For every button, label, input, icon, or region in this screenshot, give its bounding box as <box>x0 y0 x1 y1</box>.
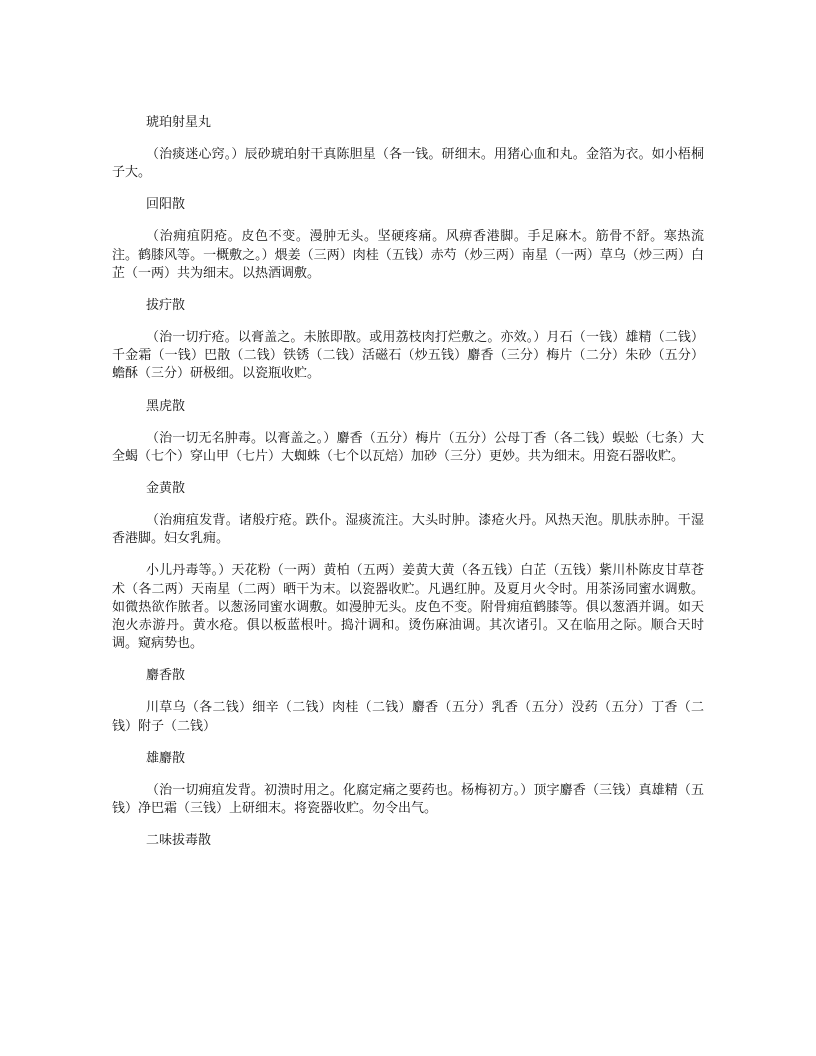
section-body-bading-san: （治一切疔疮。以膏盖之。未脓即散。或用荔枝肉打烂敷之。亦效。）月石（一钱）雄精（二钱）千金霜（一钱）巴散（二钱）铁锈（二钱）活磁石（炒五钱）麝香（三分）梅片（二分）朱砂（五分）蟾酥（三分）研极细。以瓷瓶收贮。 <box>112 330 704 382</box>
section-title-shexiang-san: 麝香散 <box>146 668 186 684</box>
section-body-huiyang-san: （治痈疽阴疮。皮色不变。漫肿无头。坚硬疼痛。风痹香港脚。手足麻木。筋骨不舒。寒热流注。鹤膝风等。一概敷之。）煨姜（三两）肉桂（五钱）赤芍（炒三两）南星（一两）草乌（炒三两）白芷（一两）共为细末。以热酒调敷。 <box>112 229 704 281</box>
section-body-jinhuang-san-part2: 小儿丹毒等。）天花粉（一两）黄柏（五两）姜黄大黄（各五钱）白芷（五钱）紫川朴陈皮甘草苍术（各二两）天南星（二两）晒干为末。以瓷器收贮。凡遇红肿。及夏月火令时。用茶汤同蜜水调敷。如微热欲作脓者。以葱汤同蜜水调敷。如漫肿无头。皮色不变。附骨痈疽鹤膝等。俱以葱酒并调。如天泡火赤游丹。黄水疮。俱以板蓝根叶。捣汁调和。烫伤麻油调。其次诸引。又在临用之际。顺合天时调。窥病势也。 <box>112 563 704 652</box>
section-body-shexiang-san: 川草乌（各二钱）细辛（二钱）肉桂（二钱）麝香（五分）乳香（五分）没药（五分）丁香（二钱）附子（二钱） <box>112 700 704 734</box>
section-body-jinhuang-san-part1: （治痈疽发背。诸般疔疮。跌仆。湿痰流注。大头时肿。漆疮火丹。风热天泡。肌肤赤肿。干湿香港脚。妇女乳痈。 <box>112 513 704 547</box>
section-title-erwei-badu-san: 二味拔毒散 <box>146 833 212 849</box>
section-title-hupo-shexing-wan: 琥珀射星丸 <box>146 115 212 130</box>
section-title-heihu-san: 黑虎散 <box>146 398 186 414</box>
section-title-bading-san: 拔疔散 <box>146 298 186 314</box>
section-title-jinhuang-san: 金黄散 <box>146 481 186 497</box>
section-body-hupo-shexing-wan: （治痰迷心窍。）辰砂琥珀射干真陈胆星（各一钱。研细末。用猪心血和丸。金箔为衣。如小梧桐子大。 <box>112 147 704 181</box>
section-title-xiongshe-san: 雄麝散 <box>146 750 186 766</box>
section-body-heihu-san: （治一切无名肿毒。以膏盖之。）麝香（五分）梅片（五分）公母丁香（各二钱）蜈蚣（七条）大全蝎（七个）穿山甲（七片）大蜘蛛（七个以瓦焙）加砂（三分）更妙。共为细末。用瓷石器收贮。 <box>112 430 704 464</box>
section-body-xiongshe-san: （治一切痈疽发背。初溃时用之。化腐定痛之要药也。杨梅初方。）顶字麝香（三钱）真雄精（五钱）净巴霜（三钱）上研细末。将瓷器收贮。勿令出气。 <box>112 782 704 817</box>
section-title-huiyang-san: 回阳散 <box>146 197 186 213</box>
